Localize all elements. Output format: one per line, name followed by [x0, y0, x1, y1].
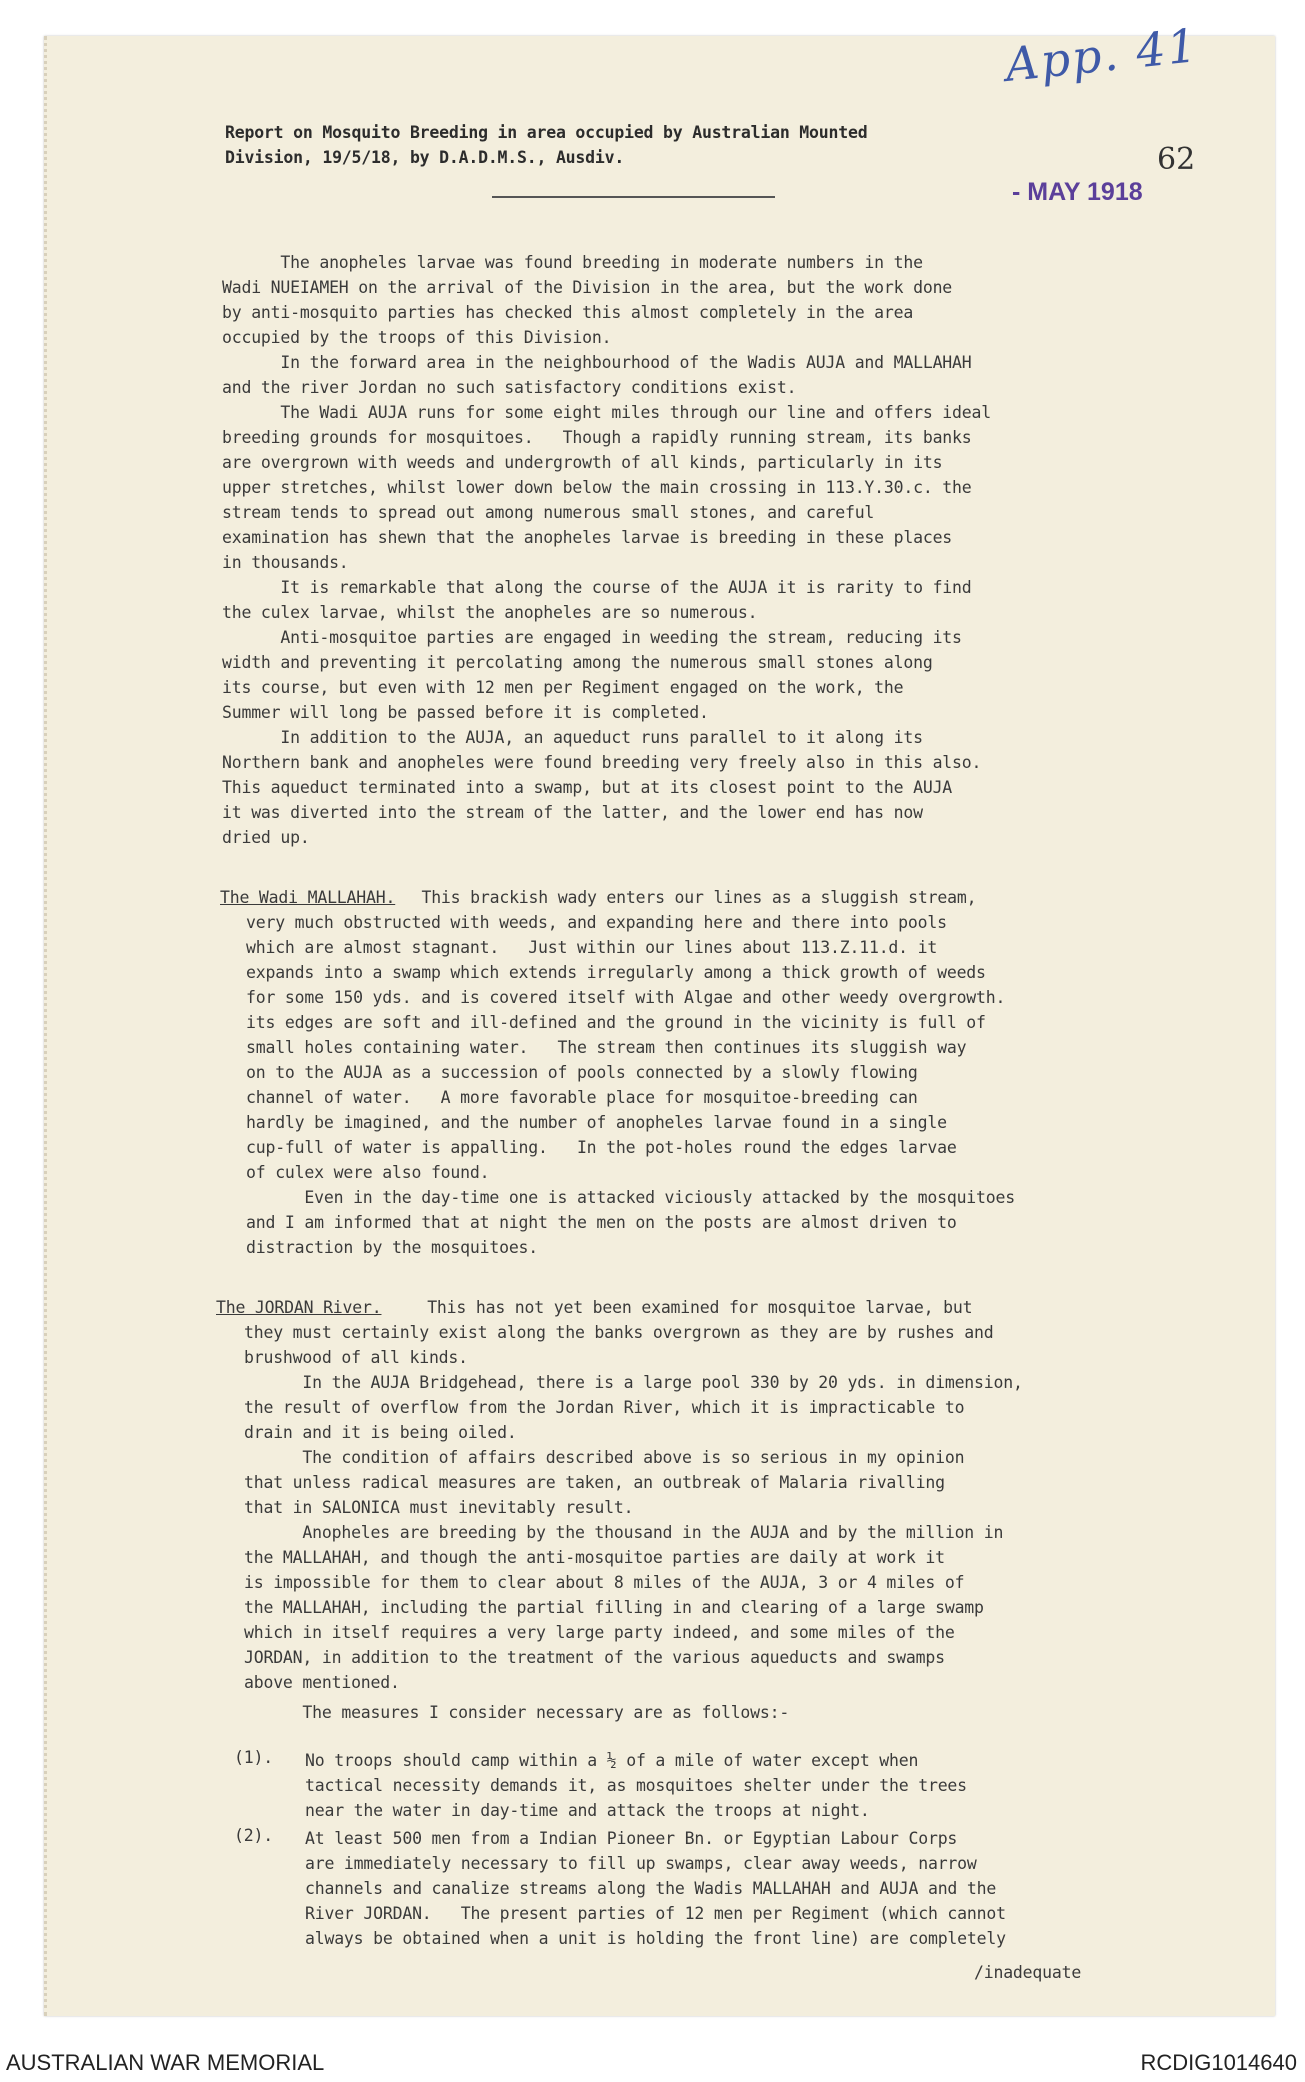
text-line: by anti-mosquito parties has checked this almost completely in the area [222, 303, 914, 322]
text-line: distraction by the mosquitoes. [246, 1238, 539, 1257]
text-line: are immediately necessary to fill up swamps, clear away weeds, narrow [305, 1854, 977, 1873]
text-line: very much obstructed with weeds, and expanding here and there into pools [246, 913, 947, 932]
text-line: River JORDAN. The present parties of 12 men per Regiment (which cannot [305, 1904, 1006, 1923]
text-line: of culex were also found. [246, 1163, 490, 1182]
text-line: The condition of affairs described above is so serious in my opinion [244, 1448, 965, 1467]
text-line: In the forward area in the neighbourhood of the Wadis AUJA and MALLAHAH [222, 353, 972, 372]
text-line: the culex larvae, whilst the anopheles are so numerous. [222, 603, 758, 622]
text-line: The measures I consider necessary are as follows:- [244, 1703, 790, 1722]
section-heading-jordan: The JORDAN River. [216, 1298, 382, 1317]
text-line: channels and canalize streams along the Wadis MALLAHAH and AUJA and the [305, 1879, 997, 1898]
text-line: Northern bank and anopheles were found breeding very freely also in this also. [222, 753, 982, 772]
text-line: JORDAN, in addition to the treatment of the various aqueducts and swamps [244, 1648, 945, 1667]
text-line: This has not yet been examined for mosquitoe larvae, but [398, 1298, 973, 1317]
text-line: small holes containing water. The stream then continues its sluggish way [246, 1038, 967, 1057]
text-line: that unless radical measures are taken, an outbreak of Malaria rivalling [244, 1473, 945, 1492]
text-line: The anopheles larvae was found breeding in moderate numbers in the [222, 253, 923, 272]
measure-number: (1). [234, 1748, 273, 1767]
title-line-1: Report on Mosquito Breeding in area occupied by Australian Mounted [225, 123, 868, 142]
text-line: width and preventing it percolating among the numerous small stones along [222, 653, 933, 672]
catchword: /inadequate [974, 1963, 1082, 1982]
text-line: and the river Jordan no such satisfactory conditions exist. [222, 378, 797, 397]
text-line: that in SALONICA must inevitably result. [244, 1498, 634, 1517]
text-line: on to the AUJA as a succession of pools connected by a slowly flowing [246, 1063, 918, 1082]
text-line: examination has shewn that the anopheles larvae is breeding in these places [222, 528, 953, 547]
text-line: the MALLAHAH, including the partial filling in and clearing of a large swamp [244, 1598, 984, 1617]
text-line: and I am informed that at night the men on the posts are almost driven to [246, 1213, 957, 1232]
text-line: Wadi NUEIAMEH on the arrival of the Division in the area, but the work done [222, 278, 953, 297]
text-line: The Wadi AUJA runs for some eight miles through our line and offers ideal [222, 403, 991, 422]
text-line: Anti-mosquitoe parties are engaged in weeding the stream, reducing its [222, 628, 962, 647]
text-line: This brackish wady enters our lines as a sluggish stream, [402, 888, 977, 907]
text-line: Anopheles are breeding by the thousand in the AUJA and by the million in [244, 1523, 1004, 1542]
text-line: tactical necessity demands it, as mosquitoes shelter under the trees [305, 1776, 967, 1795]
section-heading-mallahah: The Wadi MALLAHAH. [220, 888, 396, 907]
handwritten-annotation: App. 41 [1002, 18, 1202, 92]
text-line: its course, but even with 12 men per Regiment engaged on the work, the [222, 678, 904, 697]
text-line: always be obtained when a unit is holding the front line) are completely [305, 1929, 1006, 1948]
text-line: which are almost stagnant. Just within our lines about 113.Z.11.d. it [246, 938, 938, 957]
text-line: channel of water. A more favorable place for mosquitoe-breeding can [246, 1088, 918, 1107]
text-line: is impossible for them to clear about 8 miles of the AUJA, 3 or 4 miles of [244, 1573, 965, 1592]
text-line: No troops should camp within a ½ of a mile of water except when [305, 1751, 919, 1770]
text-line: hardly be imagined, and the number of anopheles larvae found in a single [246, 1113, 947, 1132]
text-line: breeding grounds for mosquitoes. Though a rapidly running stream, its banks [222, 428, 972, 447]
text-line: upper stretches, whilst lower down below the main crossing in 113.Y.30.c. the [222, 478, 972, 497]
text-line: are overgrown with weeds and undergrowth of all kinds, particularly in its [222, 453, 943, 472]
text-line: In the AUJA Bridgehead, there is a large pool 330 by 20 yds. in dimension, [244, 1373, 1023, 1392]
date-stamp: - MAY 1918 [1012, 178, 1143, 206]
text-line: Even in the day-time one is attacked viciously attacked by the mosquitoes [246, 1188, 1015, 1207]
title-line-2: Division, 19/5/18, by D.A.D.M.S., Ausdiv. [225, 148, 625, 167]
text-line: occupied by the troops of this Division. [222, 328, 612, 347]
text-line: in thousands. [222, 553, 349, 572]
text-line: drain and it is being oiled. [244, 1423, 517, 1442]
text-line: it was diverted into the stream of the latter, and the lower end has now [222, 803, 923, 822]
stamp-number: 62 [1157, 142, 1196, 177]
text-line: This aqueduct terminated into a swamp, but at its closest point to the AUJA [222, 778, 953, 797]
text-line: expands into a swamp which extends irregularly among a thick growth of weeds [246, 963, 986, 982]
text-line: the result of overflow from the Jordan River, which it is impracticable to [244, 1398, 965, 1417]
text-line: cup-full of water is appalling. In the pot-holes round the edges larvae [246, 1138, 957, 1157]
text-line: stream tends to spread out among numerous small stones, and careful [222, 503, 875, 522]
text-line: near the water in day-time and attack the troops at night. [305, 1801, 870, 1820]
text-line: its edges are soft and ill-defined and the ground in the vicinity is full of [246, 1013, 986, 1032]
text-line: brushwood of all kinds. [244, 1348, 468, 1367]
text-line: they must certainly exist along the banks overgrown as they are by rushes and [244, 1323, 994, 1342]
text-line: Summer will long be passed before it is completed. [222, 703, 709, 722]
text-line: the MALLAHAH, and though the anti-mosquitoe parties are daily at work it [244, 1548, 945, 1567]
footer-record-id: RCDIG1014640 [1140, 2050, 1297, 2075]
text-line: At least 500 men from a Indian Pioneer Bn. or Egyptian Labour Corps [305, 1829, 958, 1848]
title-divider [492, 196, 775, 198]
measure-number: (2). [234, 1826, 273, 1845]
footer-archive-name: AUSTRALIAN WAR MEMORIAL [6, 2050, 325, 2075]
text-line: dried up. [222, 828, 310, 847]
text-line: In addition to the AUJA, an aqueduct runs parallel to it along its [222, 728, 923, 747]
text-line: which in itself requires a very large party indeed, and some miles of the [244, 1623, 955, 1642]
text-line: above mentioned. [244, 1673, 400, 1692]
text-line: for some 150 yds. and is covered itself with Algae and other weedy overgrowth. [246, 988, 1006, 1007]
text-line: It is remarkable that along the course of the AUJA it is rarity to find [222, 578, 972, 597]
